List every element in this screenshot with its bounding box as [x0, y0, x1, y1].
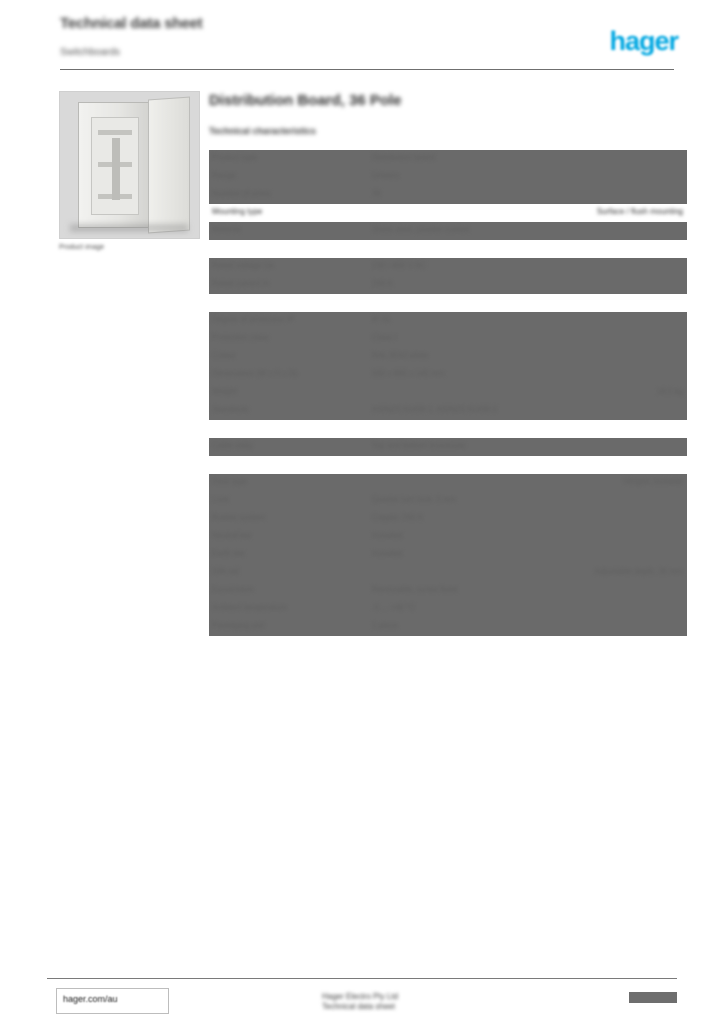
spec-value-cell [372, 240, 687, 258]
spec-value-cell [372, 600, 687, 618]
spec-value-cell [372, 564, 687, 582]
spec-value-cell [372, 276, 687, 294]
spec-value: IP 41 [372, 315, 391, 324]
product-image-caption: Product image [59, 244, 105, 251]
spec-key: Lock [212, 495, 229, 504]
table-row [209, 150, 687, 168]
table-row [209, 240, 687, 258]
spec-value-cell [372, 582, 687, 600]
spec-key-cell [209, 582, 372, 600]
table-row [209, 456, 687, 474]
spec-value-cell [372, 186, 687, 204]
table-row [209, 168, 687, 186]
spec-key-cell [209, 258, 372, 276]
spec-value: Distribution board [372, 153, 435, 162]
table-row [209, 582, 687, 600]
spec-key: Colour [212, 351, 236, 360]
din-rail-shape-1 [98, 130, 132, 135]
spec-key: Door type [212, 477, 247, 486]
spec-value-cell [372, 294, 687, 312]
spec-key: Mounting type [212, 207, 263, 216]
spec-key-cell [209, 312, 372, 330]
spec-key-cell [209, 240, 372, 258]
spec-value-cell [372, 456, 687, 474]
spec-value: Quarter turn lock, 3 mm [372, 495, 457, 504]
footer-url[interactable]: hager.com/au [63, 994, 118, 1004]
spec-value: 36 [372, 189, 381, 198]
spec-key-cell [209, 204, 372, 222]
product-shadow [70, 224, 188, 232]
table-row [209, 474, 687, 492]
spec-value: Included [372, 549, 403, 558]
spec-key: Number of poles [212, 189, 271, 198]
spec-value-cell [372, 222, 687, 240]
header-divider [60, 69, 674, 70]
spec-value-cell [372, 546, 687, 564]
busbar-shape [112, 138, 120, 200]
footer-page-number [629, 992, 677, 1003]
spec-key: Product type [212, 153, 257, 162]
spec-key-cell [209, 420, 372, 438]
table-row [209, 294, 687, 312]
hager-logo: hager [609, 26, 678, 56]
table-row [209, 420, 687, 438]
table-row [209, 438, 687, 456]
spec-value: Class I [372, 333, 397, 342]
spec-value: Included [372, 531, 403, 540]
spec-key-cell [209, 186, 372, 204]
spec-key: Busbar system [212, 513, 265, 522]
spec-key: Escutcheon [212, 585, 254, 594]
table-row [209, 366, 687, 384]
spec-key-cell [209, 546, 372, 564]
spec-value-cell [372, 438, 687, 456]
table-row [209, 528, 687, 546]
spec-key: Earth bar [212, 549, 245, 558]
page-title: Technical data sheet [60, 15, 203, 32]
spec-value: Removable, screw fixed [372, 585, 457, 594]
spec-value: AS/NZS 61439-1, AS/NZS 61439-3 [372, 405, 497, 414]
page-subtitle: Switchboards [60, 47, 121, 58]
spec-value-cell [372, 492, 687, 510]
spec-key-cell [209, 168, 372, 186]
table-row [209, 600, 687, 618]
table-row [209, 312, 687, 330]
spec-value: Top and bottom knockouts [372, 441, 466, 450]
spec-value-cell [372, 348, 687, 366]
spec-key-cell [209, 294, 372, 312]
spec-value: -5 ... +40 °C [372, 603, 415, 612]
spec-value-cell [372, 384, 687, 402]
spec-key-cell [209, 276, 372, 294]
enclosure-interior-shape [91, 117, 139, 215]
spec-value: Hinged, lockable [623, 477, 683, 486]
spec-value-cell [372, 204, 687, 222]
footer-company [322, 992, 432, 1012]
table-row [209, 330, 687, 348]
spec-value-cell [372, 168, 687, 186]
spec-key-cell [209, 330, 372, 348]
footer-company-line2: Technical data sheet [322, 1002, 395, 1011]
spec-key: Material [212, 225, 241, 234]
spec-value: 1 piece [372, 621, 398, 630]
spec-key: Dimensions (W x H x D) [212, 369, 298, 378]
spec-value: Sheet steel, powder coated [372, 225, 469, 234]
table-row [209, 384, 687, 402]
spec-key: Weight [212, 387, 237, 396]
spec-key-cell [209, 438, 372, 456]
spec-value-cell [372, 366, 687, 384]
spec-key: DIN rail [212, 567, 239, 576]
table-row [209, 348, 687, 366]
spec-key-cell [209, 384, 372, 402]
spec-value: Univers [372, 171, 400, 180]
spec-key-cell [209, 618, 372, 636]
spec-key: Rated voltage Ue [212, 261, 274, 270]
spec-value-cell [372, 618, 687, 636]
spec-key: Protection class [212, 333, 269, 342]
table-row [209, 546, 687, 564]
spec-value-cell [372, 258, 687, 276]
spec-value-cell [372, 474, 687, 492]
footer-company-line1: Hager Electro Pty Ltd [322, 992, 399, 1001]
table-row [209, 204, 687, 222]
table-row [209, 222, 687, 240]
spec-value-cell [372, 510, 687, 528]
spec-value-cell [372, 150, 687, 168]
spec-key-cell [209, 474, 372, 492]
spec-key-cell [209, 528, 372, 546]
table-row [209, 186, 687, 204]
footer-url-box[interactable] [56, 988, 169, 1014]
spec-value: Adjustable depth, 35 mm [594, 567, 683, 576]
spec-key: Cable entry [212, 441, 253, 450]
spec-key: Packaging unit [212, 621, 265, 630]
spec-key: Ambient temperature [212, 603, 287, 612]
spec-value-cell [372, 330, 687, 348]
spec-key: Rated current In [212, 279, 270, 288]
spec-key: Neutral bar [212, 531, 252, 540]
main-content [209, 92, 683, 636]
footer-divider [47, 978, 677, 979]
spec-key-cell [209, 492, 372, 510]
table-row [209, 618, 687, 636]
table-row [209, 564, 687, 582]
spec-value: 230 / 400 V AC [372, 261, 426, 270]
spec-key-cell [209, 348, 372, 366]
specifications-table [209, 150, 687, 636]
spec-key-cell [209, 150, 372, 168]
product-image [59, 91, 200, 239]
spec-value: RAL 9010 white [372, 351, 429, 360]
spec-value-cell [372, 402, 687, 420]
spec-value-cell [372, 312, 687, 330]
spec-value: Surface / flush mounting [596, 207, 683, 216]
spec-value: 560 x 880 x 145 mm [372, 369, 445, 378]
spec-key-cell [209, 564, 372, 582]
spec-key: Standards [212, 405, 249, 414]
table-row [209, 492, 687, 510]
spec-key: Range [212, 171, 236, 180]
spec-value-cell [372, 528, 687, 546]
document-header [0, 0, 724, 72]
table-row [209, 258, 687, 276]
enclosure-door-shape [148, 97, 190, 234]
spec-value: 250 A [372, 279, 393, 288]
enclosure-body-shape [78, 102, 152, 228]
spec-key-cell [209, 456, 372, 474]
table-row [209, 402, 687, 420]
spec-key-cell [209, 222, 372, 240]
spec-value: 18.5 kg [656, 387, 683, 396]
table-row [209, 276, 687, 294]
spec-value-cell [372, 420, 687, 438]
product-title: Distribution Board, 36 Pole [209, 92, 402, 109]
spec-value: Copper, 250 A [372, 513, 423, 522]
spec-key-cell [209, 366, 372, 384]
spec-key-cell [209, 510, 372, 528]
spec-key-cell [209, 600, 372, 618]
spec-key-cell [209, 402, 372, 420]
section-heading: Technical characteristics [209, 126, 316, 136]
table-row [209, 510, 687, 528]
spec-key: Degree of protection IP [212, 315, 295, 324]
